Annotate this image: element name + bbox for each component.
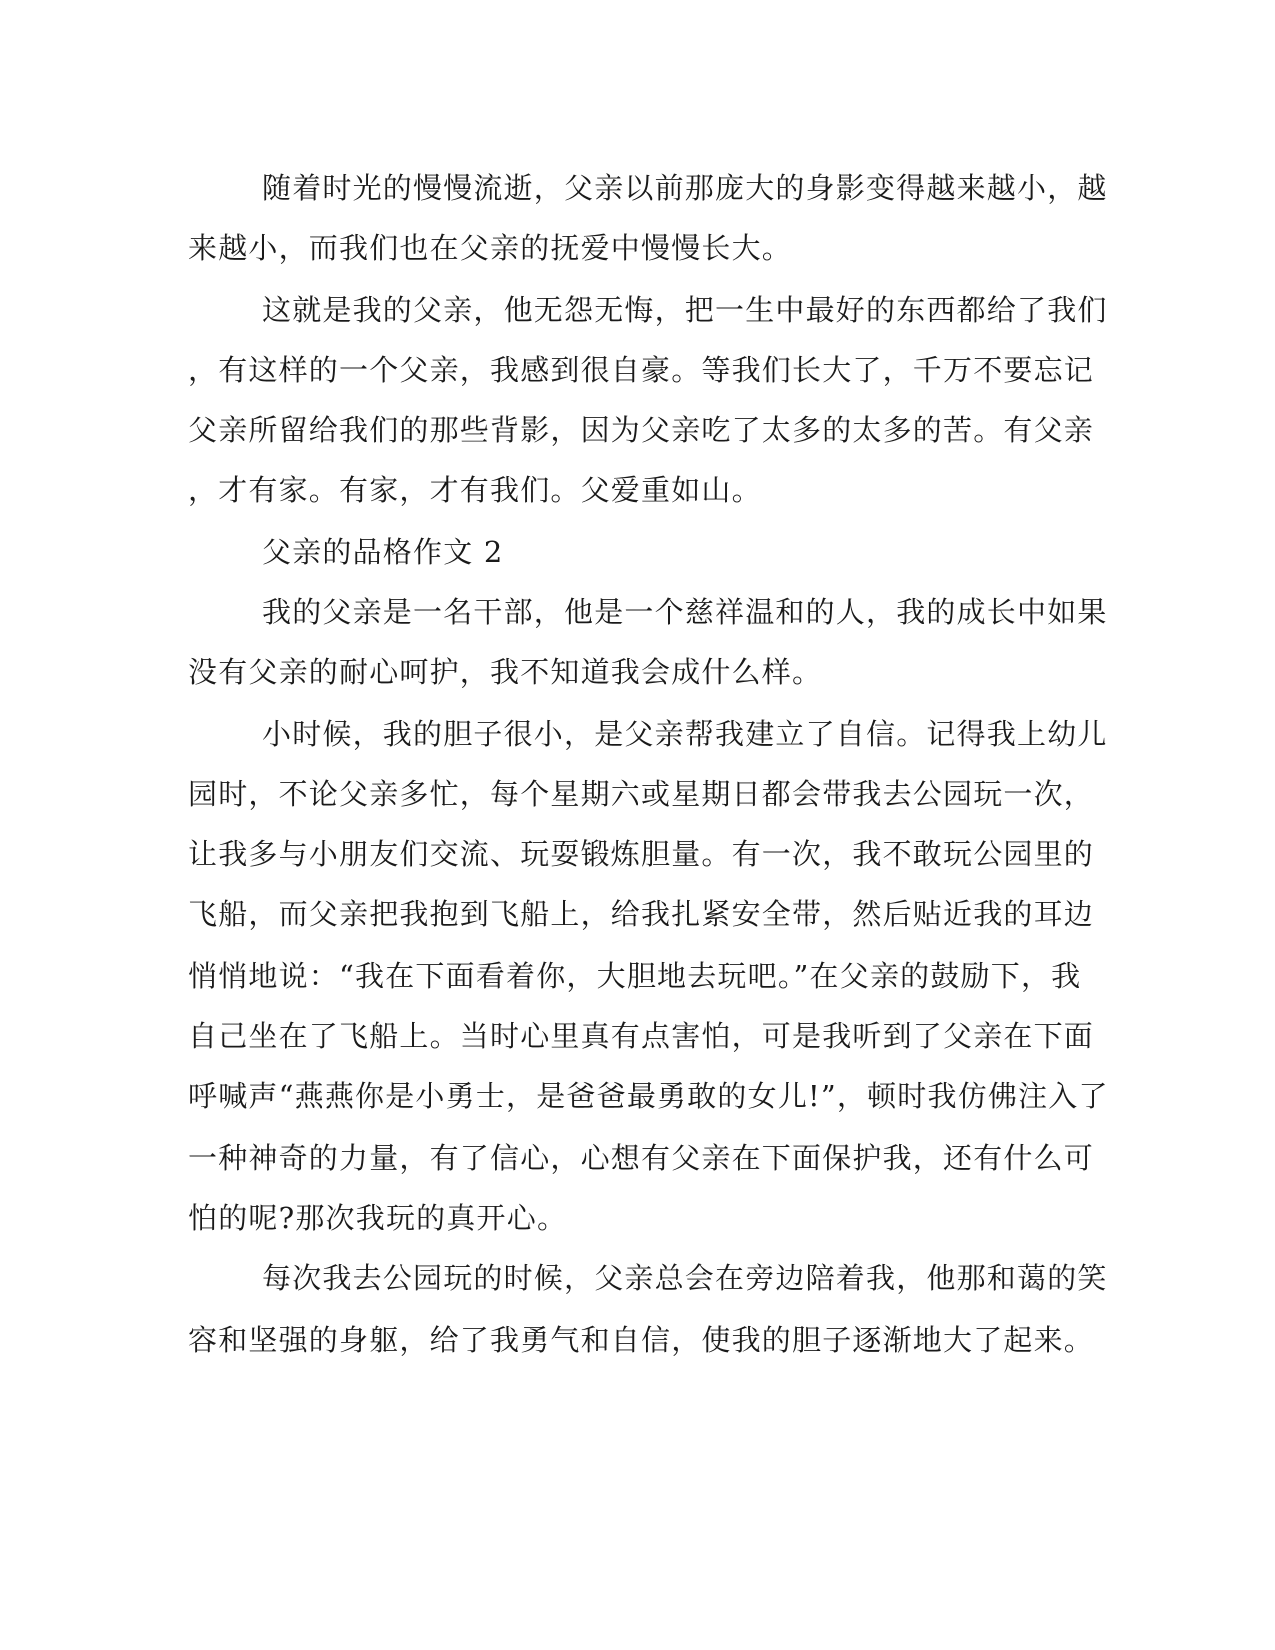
paragraph-2-line-3: 父亲所留给我们的那些背影，因为父亲吃了太多的太多的苦。有父亲 (188, 413, 1095, 447)
paragraph-4-line-3: 让我多与小朋友们交流、玩耍锻炼胆量。有一次，我不敢玩公园里的 (188, 837, 1095, 871)
paragraph-2-line-4: ，才有家。有家，才有我们。父爱重如山。 (188, 473, 762, 507)
paragraph-3-line-1: 我的父亲是一名干部，他是一个慈祥温和的人，我的成长中如果 (262, 595, 1108, 629)
section-heading: 父亲的品格作文 2 (262, 535, 504, 569)
paragraph-4-line-6: 自己坐在了飞船上。当时心里真有点害怕，可是我听到了父亲在下面 (188, 1019, 1095, 1053)
paragraph-2-line-2: ，有这样的一个父亲，我感到很自豪。等我们长大了，千万不要忘记 (188, 353, 1095, 387)
paragraph-3-line-2: 没有父亲的耐心呵护，我不知道我会成什么样。 (188, 655, 823, 689)
paragraph-4-line-4: 飞船，而父亲把我抱到飞船上，给我扎紧安全带，然后贴近我的耳边 (188, 897, 1095, 931)
paragraph-4-line-8: 一种神奇的力量，有了信心，心想有父亲在下面保护我，还有什么可 (188, 1141, 1095, 1175)
paragraph-4-line-5: 悄悄地说：“我在下面看着你，大胆地去玩吧。”在父亲的鼓励下，我 (188, 959, 1082, 993)
paragraph-2-line-1: 这就是我的父亲，他无怨无悔，把一生中最好的东西都给了我们 (262, 293, 1108, 327)
paragraph-5-line-2: 容和坚强的身躯，给了我勇气和自信，使我的胆子逐渐地大了起来。 (188, 1323, 1095, 1357)
paragraph-4-line-1: 小时候，我的胆子很小，是父亲帮我建立了自信。记得我上幼儿 (262, 717, 1108, 751)
paragraph-5-line-1: 每次我去公园玩的时候，父亲总会在旁边陪着我，他那和蔼的笑 (262, 1261, 1108, 1295)
paragraph-4-line-9: 怕的呢?那次我玩的真开心。 (188, 1201, 568, 1235)
paragraph-4-line-2: 园时，不论父亲多忙，每个星期六或星期日都会带我去公园玩一次， (188, 777, 1095, 811)
paragraph-4-line-7: 呼喊声“燕燕你是小勇士，是爸爸最勇敢的女儿!”，顿时我仿佛注入了 (188, 1079, 1109, 1113)
paragraph-1-line-2: 来越小，而我们也在父亲的抚爱中慢慢长大。 (188, 231, 793, 265)
paragraph-1-line-1: 随着时光的慢慢流逝，父亲以前那庞大的身影变得越来越小，越 (262, 171, 1108, 205)
